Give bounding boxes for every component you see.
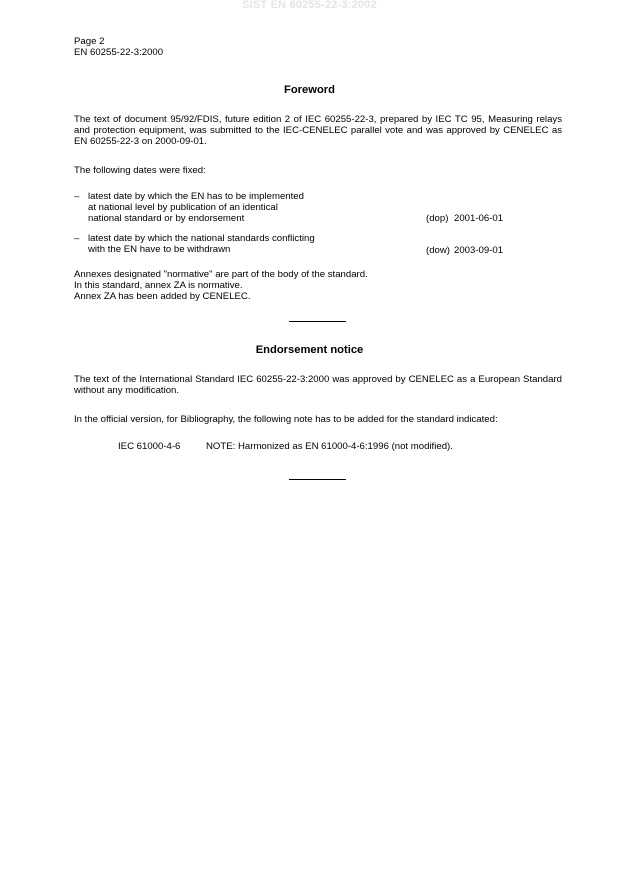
description-line: national standard or by endorsement xyxy=(88,213,245,224)
date-list-item xyxy=(74,191,514,225)
date-value: 2003-09-01 xyxy=(454,245,504,256)
bibliography-intro-paragraph: In the official version, for Bibliography, the following note has to be added for the standard indicated: xyxy=(74,414,498,425)
endorsement-paragraph: The text of the International Standard IEC 60255-22-3:2000 was approved by CENELEC as a European Standard without any modification. xyxy=(74,374,562,396)
foreword-heading: Foreword xyxy=(284,84,335,96)
document-identifier: EN 60255-22-3:2000 xyxy=(74,47,164,58)
list-dash: – xyxy=(74,233,80,244)
annex-line: In this standard, annex ZA is normative. xyxy=(74,280,243,291)
list-dash: – xyxy=(74,191,80,202)
date-item-description xyxy=(88,191,304,224)
date-code: (dow) xyxy=(426,245,450,256)
bibliography-note: NOTE: Harmonized as EN 61000-4-6:1996 (not modified). xyxy=(206,441,453,452)
description-line: latest date by which the national standards conflicting xyxy=(88,233,315,244)
date-item-description xyxy=(88,233,315,255)
document-watermark: SIST EN 60255-22-3:2002 xyxy=(242,0,377,11)
description-line: latest date by which the EN has to be implemented xyxy=(88,191,304,202)
annex-line: Annex ZA has been added by CENELEC. xyxy=(74,291,251,302)
section-divider xyxy=(289,321,346,322)
endorsement-heading: Endorsement notice xyxy=(255,344,364,356)
date-code: (dop) xyxy=(426,213,449,224)
date-value: 2001-06-01 xyxy=(454,213,504,224)
page-header xyxy=(74,36,163,58)
page-number: Page 2 xyxy=(74,36,105,47)
annex-line: Annexes designated "normative" are part of the body of the standard. xyxy=(74,269,368,280)
description-line: at national level by publication of an identical xyxy=(88,202,278,213)
description-line: with the EN have to be withdrawn xyxy=(88,244,231,255)
annex-note xyxy=(74,269,562,302)
date-list-item xyxy=(74,233,514,256)
foreword-intro-paragraph: The text of document 95/92/FDIS, future edition 2 of IEC 60255-22-3, prepared by IEC TC 95, Measuring relays and protection equipment, was submitted to the IEC-CENELEC parallel vote and was approved by CENELEC as EN 60255-22-3 on 2000-09-01. xyxy=(74,114,562,147)
dates-intro-paragraph: The following dates were fixed: xyxy=(74,165,206,176)
section-divider xyxy=(289,479,346,480)
bibliography-reference: IEC 61000-4-6 xyxy=(118,441,181,452)
